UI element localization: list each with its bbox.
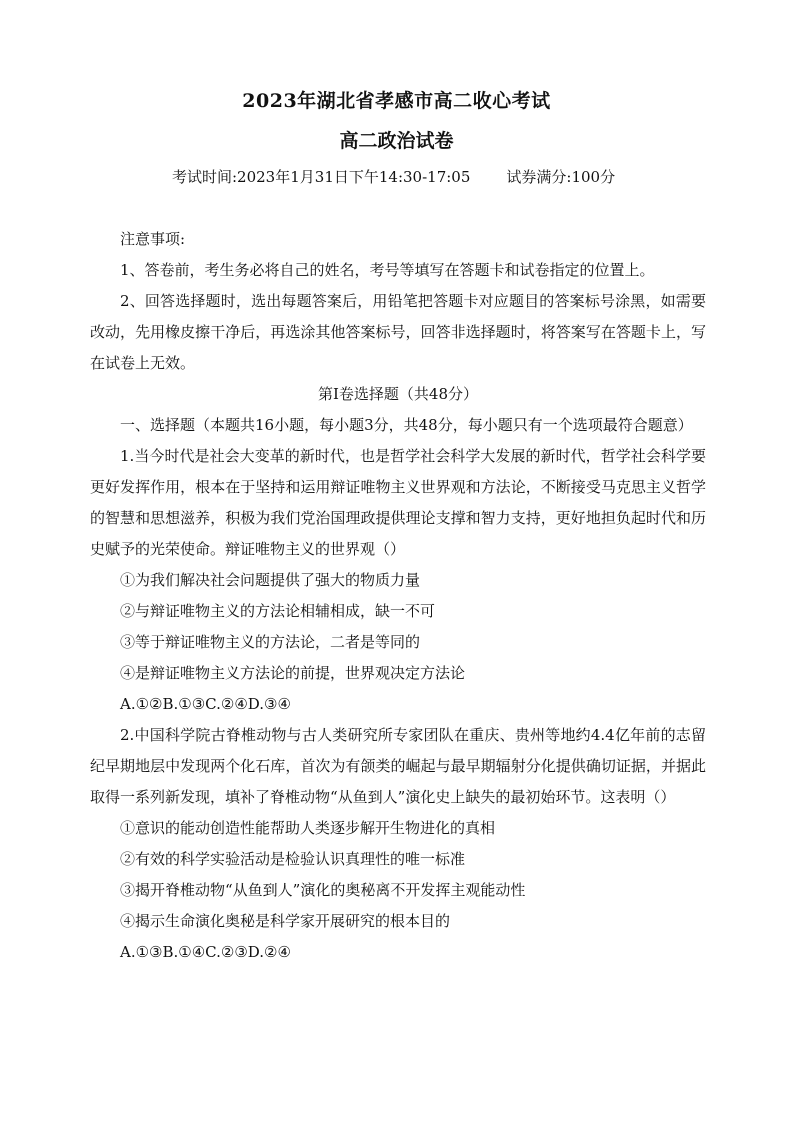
notes-heading: 注意事项: [120, 230, 186, 248]
part1-instruction: 一、选择题（本题共16小题，每小题3分，共48分，每小题只有一个选项最符合题意） [120, 416, 693, 434]
exam-time: 考试时间:2023年1月31日下午14:30-17:05 [172, 168, 471, 186]
question-1-statement-2: ②与辩证唯物主义的方法论相辅相成，缺一不可 [120, 602, 436, 620]
question-2-choices: A.①③B.①④C.②③D.②④ [120, 943, 291, 961]
question-2-statement-1: ①意识的能动创造性能帮助人类逐步解开生物进化的真相 [120, 819, 496, 837]
question-1-choices: A.①②B.①③C.②④D.③④ [120, 695, 291, 713]
question-1-statement-3: ③等于辩证唯物主义的方法论，二者是等同的 [120, 633, 421, 651]
question-2-statement-2: ②有效的科学实验活动是检验认识真理性的唯一标准 [120, 850, 466, 868]
question-2-statement-3: ③揭开脊椎动物“从鱼到人”演化的奥秘离不开发挥主观能动性 [120, 881, 526, 899]
exam-title: 2023年湖北省孝感市高二收心考试 [242, 90, 551, 112]
exam-subtitle: 高二政治试卷 [339, 130, 454, 152]
exam-info-line [172, 166, 615, 187]
note-item-1: 1、答卷前，考生务必将自己的姓名，考号等填写在答题卡和试卷指定的位置上。 [120, 261, 655, 279]
part1-heading: 第Ⅰ卷选择题（共48分） [317, 385, 478, 403]
full-score: 试券满分:100分 [506, 168, 616, 186]
exam-body [90, 224, 706, 968]
note-item-2: 2、回答选择题时，选出每题答案后，用铅笔把答题卡对应题目的答案标号涂黑，如需要改动，先用橡皮擦干净后，再选涂其他答案标号，回答非选择题时，将答案写在答题卡上，写在试卷上无效。 [90, 292, 706, 372]
question-1-statement-4: ④是辩证唯物主义方法论的前提，世界观决定方法论 [120, 664, 466, 682]
question-1-stem: 1.当今时代是社会大变革的新时代，也是哲学社会科学大发展的新时代，哲学社会科学要更好发挥作用，根本在于坚持和运用辩证唯物主义世界观和方法论，不断接受马克思主义哲学的智慧和思想滋养，积极为我们党治国理政提供理论支撑和智力支持，更好地担负起时代和历史赋予的光荣使命。辩证唯物主义的世界观（） [90, 447, 706, 558]
question-1-statement-1: ①为我们解决社会问题提供了强大的物质力量 [120, 571, 421, 589]
question-2-statement-4: ④揭示生命演化奥秘是科学家开展研究的根本目的 [120, 912, 451, 930]
question-2-stem: 2.中国科学院古脊椎动物与古人类研究所专家团队在重庆、贵州等地约4.4亿年前的志留纪早期地层中发现两个化石库，首次为有颌类的崛起与最早期辐射分化提供确切证据，并据此取得一系列新发现，填补了脊椎动物“从鱼到人”演化史上缺失的最初始环节。这表明（） [90, 726, 706, 806]
